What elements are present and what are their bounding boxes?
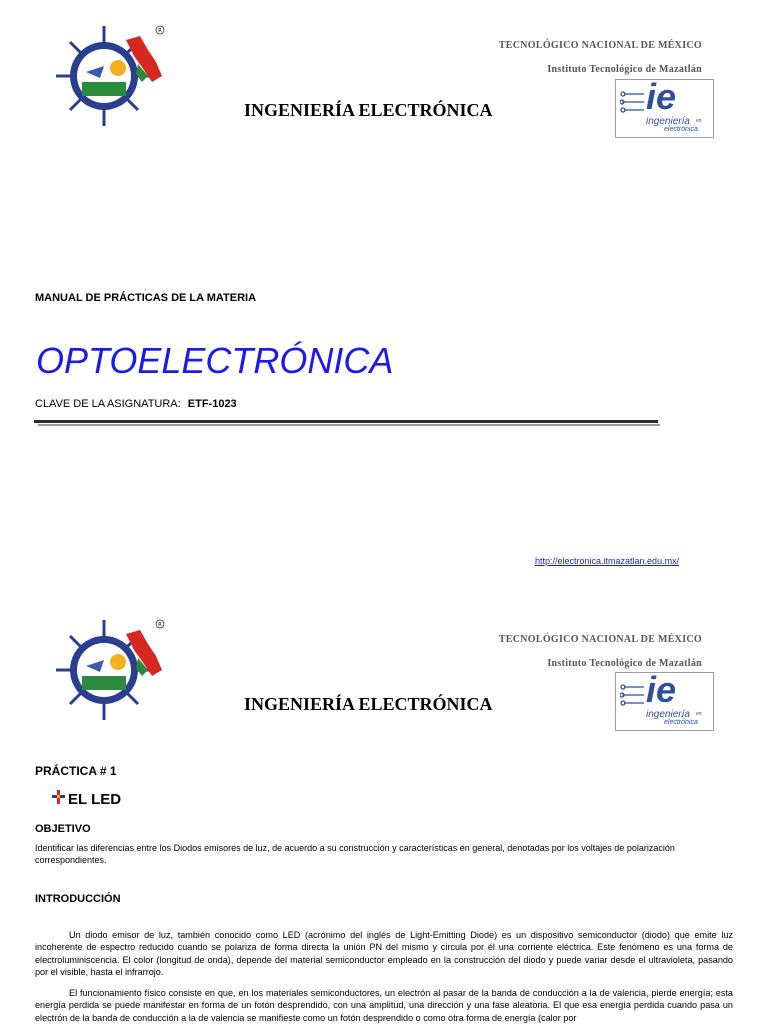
institute-name: Instituto Tecnológico de Mazatlán (547, 64, 702, 75)
ie-line1-2: ingeniería (646, 709, 690, 720)
institute-emblem-logo-2 (52, 616, 170, 724)
intro-paragraph-1: Un diodo emisor de luz, también conocido como LED (acrónimo del inglés de Light-Emitting Diode) es un dispositivo semiconductor (diodo) que emite luz incoherente de espectro reducido cuando se polariza de forma directa la unión PN del mismo y circula por él una corriente eléctrica. Este fenómeno es una forma de electroluminiscencia. El color (longitud de onda), depende del material semiconductor empleado en la construcción del diodo y puede variar desde el ultravioleta, pasando por el visible, hasta el infrarrojo. (35, 930, 733, 977)
ie-program-logo (615, 76, 714, 138)
svg-text:R: R (158, 622, 162, 628)
intro-paragraph-2: El funcionamiento físico consiste en que, en los materiales semiconductores, un electrón al pasar de la banda de conducción a la de valencia, pierde energía; esta energía perdida se puede manifestar en forma de un fotón desprendido, con una amplitud, una dirección y una fase aleatoria. El que esa energía perdida cuando pasa un electrón de la banda de conducción a la de valencia se manifieste como un fotón desprendido o como otra forma de energía (calor por (35, 988, 733, 1023)
course-key (35, 398, 237, 410)
intro-body (35, 929, 733, 1024)
objective-text: Identificar las diferencias entre los Diodos emisores de luz, de acuerdo a su construcción y características en general, denotadas por los voltajes de polarización correspondientes. (35, 843, 675, 865)
intro-heading: INTRODUCCIÓN (35, 893, 121, 905)
manual-label: MANUAL DE PRÁCTICAS DE LA MATERIA (35, 292, 257, 304)
ie-mark-2: ie (646, 669, 677, 710)
circuit-traces-icon (620, 681, 646, 709)
program-title: INGENIERÍA ELECTRÓNICA (244, 100, 493, 120)
course-key-label: CLAVE DE LA ASIGNATURA: (35, 398, 181, 410)
institution-name: TECNOLÓGICO NACIONAL DE MÉXICO (498, 40, 702, 51)
institution-name-2: TECNOLÓGICO NACIONAL DE MÉXICO (498, 634, 702, 645)
svg-text:R: R (158, 28, 162, 34)
ie-line2: electrónica (664, 126, 698, 133)
institute-name-2: Instituto Tecnológico de Mazatlán (547, 658, 702, 669)
divider-rule (34, 420, 658, 423)
ie-sup-2: en (696, 711, 702, 717)
course-key-value: ETF-1023 (187, 398, 237, 410)
practice-title: EL LED (68, 791, 122, 808)
institute-emblem-logo (52, 22, 170, 130)
ie-mark: ie (646, 76, 677, 117)
arrow-bullet-icon (52, 790, 66, 804)
ie-line2-2: electrónica (664, 719, 698, 726)
ie-line1: ingeniería (646, 116, 690, 127)
practice-label: PRÁCTICA # 1 (35, 764, 117, 778)
course-title: OPTOELECTRÓNICA (36, 340, 394, 381)
circuit-traces-icon (620, 88, 646, 116)
program-title-2: INGENIERÍA ELECTRÓNICA (244, 694, 493, 714)
objective-heading: OBJETIVO (35, 823, 91, 835)
ie-sup: en (696, 118, 702, 124)
divider-shadow (38, 424, 660, 426)
website-link[interactable]: http://electronica.itmazatlan.edu.mx/ (535, 556, 680, 566)
ie-program-logo-2 (615, 669, 714, 731)
